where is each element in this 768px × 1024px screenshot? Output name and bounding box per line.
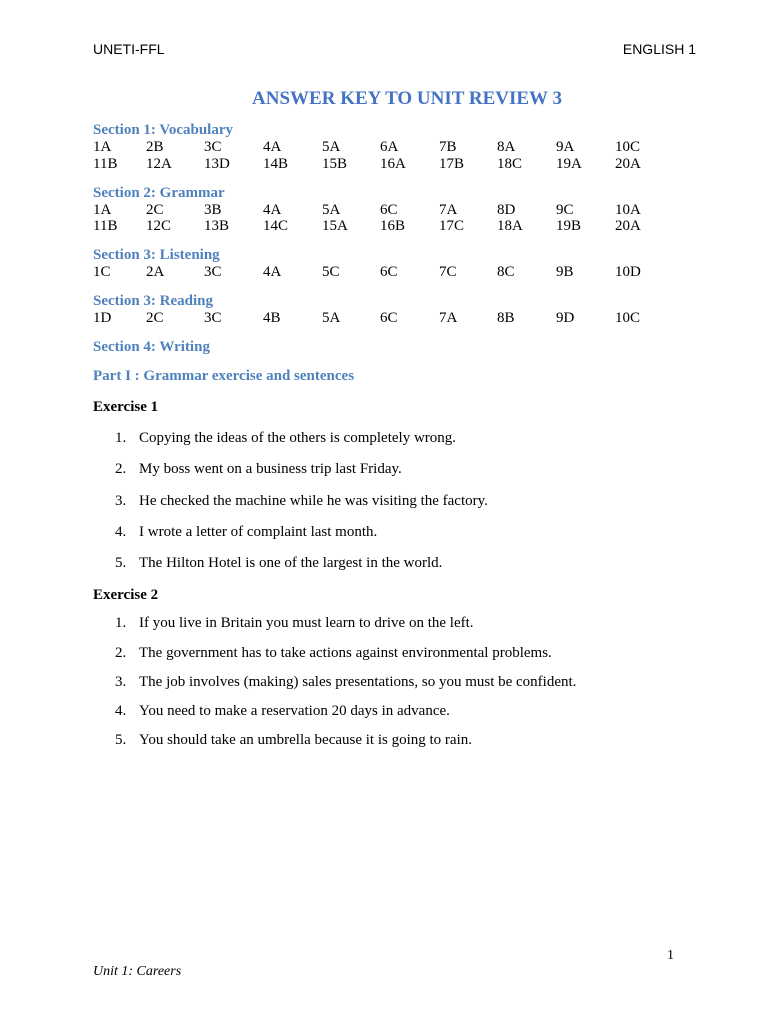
list-item-text: He checked the machine while he was visiting the factory. bbox=[139, 493, 488, 509]
answer-cell: 10D bbox=[615, 264, 641, 280]
answer-row bbox=[93, 264, 693, 281]
answer-cell: 10C bbox=[615, 310, 641, 326]
list-item bbox=[115, 731, 472, 749]
list-number: 4. bbox=[115, 703, 127, 719]
list-item-text: The government has to take actions against environmental problems. bbox=[139, 645, 552, 661]
list-item-text: You need to make a reservation 20 days in advance. bbox=[139, 703, 450, 719]
answer-row bbox=[93, 218, 693, 235]
list-number: 5. bbox=[115, 555, 127, 571]
answer-cell: 18A bbox=[497, 218, 523, 234]
answer-cell: 3C bbox=[204, 310, 222, 326]
answer-cell: 7B bbox=[439, 139, 457, 155]
answer-cell: 14C bbox=[263, 218, 289, 234]
answer-cell: 2C bbox=[146, 202, 164, 218]
answer-cell: 7A bbox=[439, 202, 458, 218]
answer-cell: 3C bbox=[204, 264, 222, 280]
answer-cell: 16A bbox=[380, 156, 406, 172]
answer-cell: 9B bbox=[556, 264, 574, 280]
answer-cell: 2C bbox=[146, 310, 164, 326]
answer-cell: 11B bbox=[93, 156, 118, 172]
answer-cell: 5A bbox=[322, 202, 341, 218]
page-header bbox=[93, 41, 696, 57]
list-item bbox=[115, 460, 402, 478]
list-item bbox=[115, 702, 450, 720]
list-number: 3. bbox=[115, 674, 127, 690]
answer-cell: 4A bbox=[263, 139, 282, 155]
list-item-text: I wrote a letter of complaint last month. bbox=[139, 524, 378, 540]
list-item-text: Copying the ideas of the others is completely wrong. bbox=[139, 430, 457, 446]
answer-cell: 18C bbox=[497, 156, 523, 172]
section-heading: Section 1: Vocabulary bbox=[93, 122, 234, 138]
answer-cell: 2B bbox=[146, 139, 164, 155]
list-item bbox=[115, 523, 377, 541]
list-item-text: The job involves (making) sales presentations, so you must be confident. bbox=[139, 674, 577, 690]
section-heading: Section 3: Reading bbox=[93, 293, 213, 309]
header-right: ENGLISH 1 bbox=[622, 41, 696, 57]
list-number: 3. bbox=[115, 493, 127, 509]
answer-cell: 10A bbox=[615, 202, 641, 218]
list-number: 5. bbox=[115, 732, 127, 748]
section-heading: Section 2: Grammar bbox=[93, 185, 225, 201]
answer-cell: 3C bbox=[204, 139, 222, 155]
answer-cell: 15A bbox=[322, 218, 348, 234]
page-number: 1 bbox=[667, 948, 674, 963]
answer-cell: 2A bbox=[146, 264, 165, 280]
list-item bbox=[115, 673, 576, 691]
answer-row bbox=[93, 202, 693, 219]
list-item bbox=[115, 554, 442, 572]
answer-cell: 19B bbox=[556, 218, 582, 234]
answer-cell: 17B bbox=[439, 156, 465, 172]
list-item-text: If you live in Britain you must learn to drive on the left. bbox=[139, 615, 474, 631]
answer-row bbox=[93, 139, 693, 156]
header-left: UNETI-FFL bbox=[93, 41, 165, 57]
answer-row bbox=[93, 156, 693, 173]
answer-cell: 8A bbox=[497, 139, 516, 155]
answer-cell: 5C bbox=[322, 264, 340, 280]
exercise-heading: Exercise 1 bbox=[93, 399, 159, 415]
page-title: ANSWER KEY TO UNIT REVIEW 3 bbox=[252, 88, 562, 109]
answer-cell: 16B bbox=[380, 218, 406, 234]
answer-cell: 12C bbox=[146, 218, 172, 234]
answer-cell: 10C bbox=[615, 139, 641, 155]
answer-cell: 15B bbox=[322, 156, 348, 172]
list-number: 2. bbox=[115, 645, 127, 661]
list-item bbox=[115, 492, 488, 510]
answer-cell: 8C bbox=[497, 264, 515, 280]
section-heading: Section 3: Listening bbox=[93, 247, 220, 263]
answer-cell: 1D bbox=[93, 310, 112, 326]
answer-cell: 9D bbox=[556, 310, 575, 326]
answer-cell: 5A bbox=[322, 139, 341, 155]
answer-cell: 14B bbox=[263, 156, 289, 172]
answer-cell: 4A bbox=[263, 264, 282, 280]
list-item bbox=[115, 614, 474, 632]
answer-cell: 6A bbox=[380, 139, 399, 155]
answer-cell: 20A bbox=[615, 218, 641, 234]
answer-cell: 20A bbox=[615, 156, 641, 172]
list-item-text: You should take an umbrella because it is going to rain. bbox=[139, 732, 473, 748]
answer-cell: 5A bbox=[322, 310, 341, 326]
answer-cell: 11B bbox=[93, 218, 118, 234]
section-heading: Section 4: Writing bbox=[93, 339, 210, 355]
answer-row bbox=[93, 310, 693, 327]
answer-cell: 13D bbox=[204, 156, 230, 172]
answer-cell: 3B bbox=[204, 202, 222, 218]
list-item-text: My boss went on a business trip last Friday. bbox=[139, 461, 402, 477]
answer-cell: 19A bbox=[556, 156, 582, 172]
answer-cell: 6C bbox=[380, 202, 398, 218]
answer-cell: 7A bbox=[439, 310, 458, 326]
answer-cell: 4A bbox=[263, 202, 282, 218]
list-number: 2. bbox=[115, 461, 127, 477]
exercise-heading: Exercise 2 bbox=[93, 587, 159, 603]
answer-cell: 6C bbox=[380, 264, 398, 280]
answer-cell: 9C bbox=[556, 202, 574, 218]
list-number: 4. bbox=[115, 524, 127, 540]
answer-cell: 1A bbox=[93, 202, 112, 218]
answer-cell: 9A bbox=[556, 139, 575, 155]
answer-cell: 1C bbox=[93, 264, 111, 280]
answer-cell: 6C bbox=[380, 310, 398, 326]
answer-cell: 8D bbox=[497, 202, 516, 218]
list-number: 1. bbox=[115, 615, 127, 631]
answer-cell: 8B bbox=[497, 310, 515, 326]
list-item-text: The Hilton Hotel is one of the largest in the world. bbox=[139, 555, 443, 571]
page-footer: Unit 1: Careers bbox=[93, 964, 182, 979]
answer-cell: 1A bbox=[93, 139, 112, 155]
list-item bbox=[115, 429, 456, 447]
answer-cell: 7C bbox=[439, 264, 457, 280]
list-number: 1. bbox=[115, 430, 127, 446]
list-item bbox=[115, 644, 552, 662]
answer-cell: 12A bbox=[146, 156, 172, 172]
part-heading: Part I : Grammar exercise and sentences bbox=[93, 368, 355, 384]
answer-cell: 13B bbox=[204, 218, 230, 234]
answer-cell: 17C bbox=[439, 218, 465, 234]
answer-cell: 4B bbox=[263, 310, 281, 326]
